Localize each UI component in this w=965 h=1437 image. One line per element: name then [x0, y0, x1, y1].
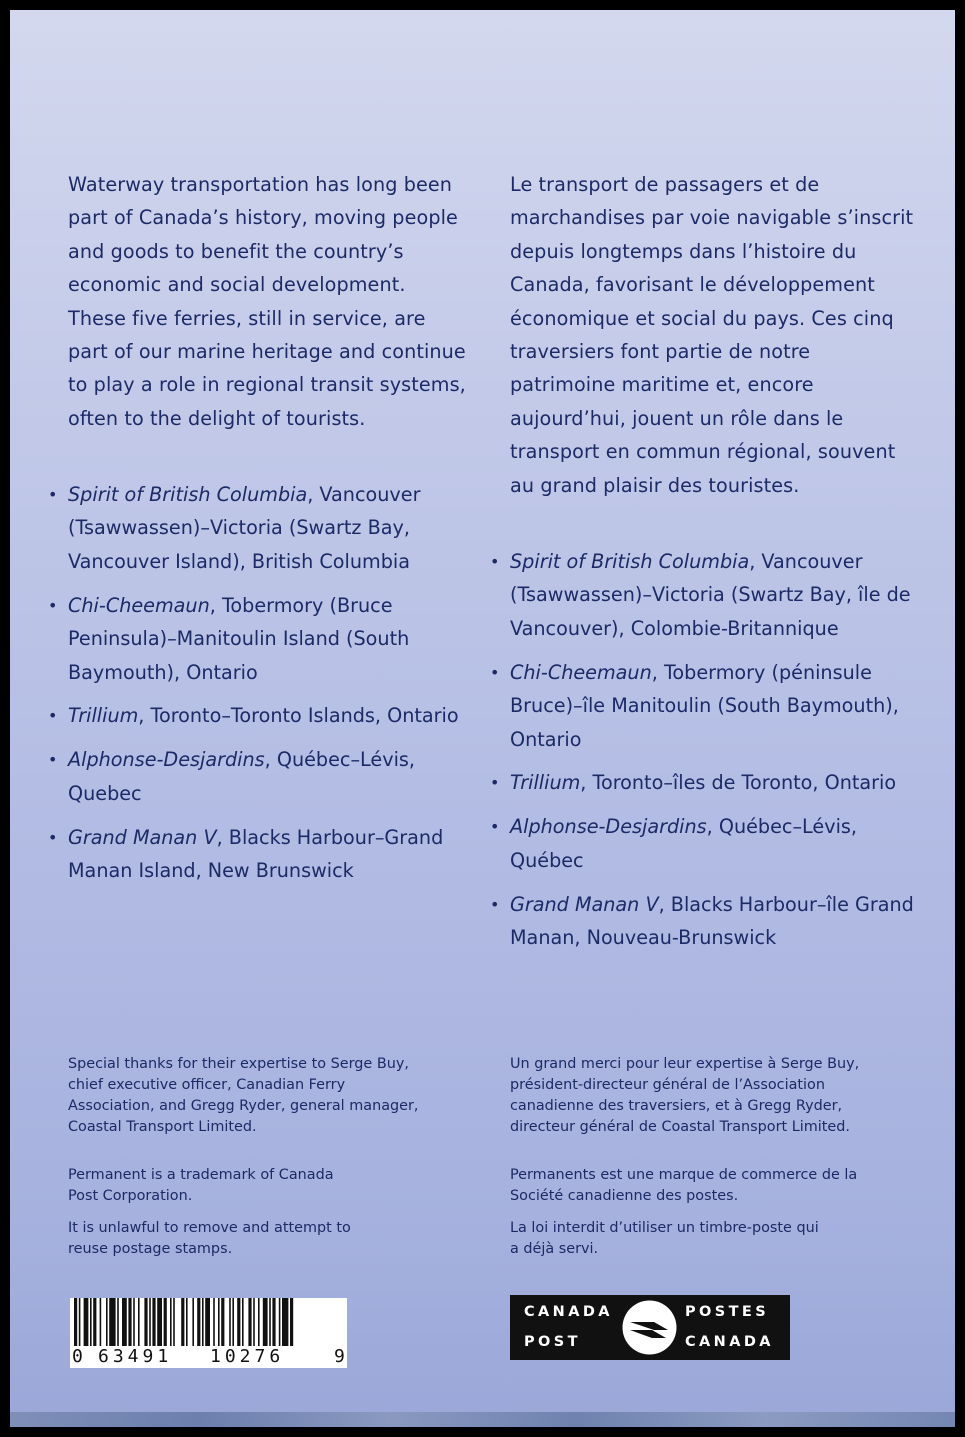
ferry-name: Grand Manan V	[510, 892, 659, 916]
french-ferry-list	[510, 545, 920, 965]
barcode-bar	[232, 1298, 234, 1346]
barcode-bar	[149, 1298, 151, 1346]
barcode-bar	[144, 1298, 147, 1346]
french-thanks: Un grand merci pour leur expertise à Serge Buy, président-directeur général de l’Association canadienne des traversiers, et à Gregg Ryder, directeur général de Coastal Transport Limited.	[510, 1056, 860, 1135]
barcode-bar	[122, 1298, 127, 1346]
logo-word-post: POST	[524, 1334, 581, 1350]
ferry-route: , Toronto–îles de Toronto, Ontario	[580, 771, 897, 795]
barcode-bar	[133, 1298, 135, 1346]
barcode-bar	[93, 1298, 96, 1346]
ferry-name: Spirit of British Columbia	[68, 483, 308, 506]
logo-word-postes: POSTES	[685, 1304, 770, 1320]
barcode-bar	[279, 1298, 281, 1346]
barcode-bar	[128, 1298, 131, 1346]
barcode-bar	[138, 1298, 140, 1346]
barcode-digits	[70, 1346, 347, 1368]
canada-post-logo	[510, 1295, 790, 1360]
french-trademark: Permanents est une marque de commerce de la Société canadienne des postes.	[510, 1167, 858, 1204]
barcode-bar	[269, 1298, 271, 1346]
barcode-bar	[197, 1298, 200, 1346]
ferry-route: , Tobermory (péninsule Bruce)–île Manitoulin (South Baymouth), Ontario	[510, 660, 899, 751]
list-item	[68, 821, 468, 888]
english-unlawful-notice: It is unlawful to remove and attempt to reuse postage stamps.	[68, 1220, 351, 1257]
english-intro: Waterway transportation has long been part of Canada’s history, moving people and goods to benefit the country’s economic and social development. These five ferries, still in service, are part of our marine heritage and continue to play a role in regional transit systems, often to the delight of tourists.	[68, 173, 466, 430]
barcode-bar	[181, 1298, 184, 1346]
barcode-digit-first: 0	[72, 1346, 83, 1367]
list-item	[510, 810, 920, 877]
barcode-bar	[221, 1298, 224, 1346]
ferry-name: Trillium	[68, 704, 139, 728]
barcode-bar	[84, 1298, 89, 1346]
barcode-bar	[186, 1298, 188, 1346]
logo-word-canada-left: CANADA	[524, 1304, 613, 1320]
ferry-name: Trillium	[510, 771, 581, 795]
barcode-bars	[70, 1298, 347, 1346]
list-item	[510, 888, 920, 955]
logo-word-canada-right: CANADA	[685, 1334, 774, 1350]
barcode-bar	[106, 1298, 108, 1346]
barcode-bar	[192, 1298, 194, 1346]
list-item	[510, 545, 920, 645]
ferry-route: , Vancouver (Tsawwassen)–Victoria (Swartz Bay, Vancouver Island), British Columbia	[68, 483, 421, 573]
barcode-bar	[242, 1298, 244, 1346]
ferry-name: Alphonse-Desjardins	[68, 748, 265, 772]
french-intro: Le transport de passagers et de marchandises par voie navigable s’inscrit depuis longtemps dans l’histoire du Canada, favorisant le développement économique et social du pays. Ces cinq traversiers font partie de notre patrimoine maritime et, encore aujourd’hui, jouent un rôle dans le transport en commun régional, souvent au grand plaisir des touristes.	[510, 173, 914, 497]
barcode-bar	[109, 1298, 115, 1346]
ferry-name: Chi-Cheemaun	[510, 660, 652, 684]
barcode-digit-last: 9	[334, 1346, 345, 1367]
ferry-route: , Blacks Harbour–Grand Manan Island, New Brunswick	[68, 825, 444, 883]
english-thanks: Special thanks for their expertise to Serge Buy, chief executive officer, Canadian Ferry Association, and Gregg Ryder, general manager, Coastal Transport Limited.	[68, 1056, 419, 1135]
list-item	[510, 766, 920, 799]
barcode-bar	[237, 1298, 240, 1346]
barcode-bar	[152, 1298, 155, 1346]
ferry-route: , Tobermory (Bruce Peninsula)–Manitoulin Island (South Baymouth), Ontario	[68, 593, 410, 684]
barcode-bar	[202, 1298, 204, 1346]
ferry-name: Alphonse-Desjardins	[510, 815, 707, 839]
barcode-bar	[164, 1298, 167, 1346]
barcode-bar	[90, 1298, 92, 1346]
list-item	[510, 656, 920, 756]
barcode-bar	[272, 1298, 275, 1346]
ferry-route: , Vancouver (Tsawwassen)–Victoria (Swartz Bay, île de Vancouver), Colombie-Britannique	[510, 550, 911, 640]
french-unlawful-notice: La loi interdit d’utiliser un timbre-poste qui a déjà servi.	[510, 1220, 819, 1257]
list-item	[68, 589, 468, 689]
barcode-bar	[205, 1298, 210, 1346]
barcode-bar	[229, 1298, 231, 1346]
list-item	[68, 743, 468, 810]
barcode-bar	[157, 1298, 162, 1346]
list-item	[68, 699, 468, 732]
barcode-bar	[218, 1298, 220, 1346]
barcode-bar	[213, 1298, 215, 1346]
ferry-route: , Toronto–Toronto Islands, Ontario	[138, 704, 459, 728]
ferry-route: , Québec–Lévis, Quebec	[68, 748, 415, 805]
english-trademark: Permanent is a trademark of Canada Post Corporation.	[68, 1167, 334, 1204]
barcode-bar	[170, 1298, 172, 1346]
barcode-bar	[100, 1298, 102, 1346]
barcode-bar	[74, 1298, 77, 1346]
barcode-bar	[117, 1298, 119, 1346]
ferry-name: Grand Manan V	[68, 825, 217, 849]
ferry-name: Chi-Cheemaun	[68, 593, 210, 617]
barcode-bar	[282, 1298, 288, 1346]
barcode-bar	[248, 1298, 251, 1346]
ferry-name: Spirit of British Columbia	[510, 550, 750, 573]
barcode-bar	[173, 1298, 175, 1346]
canada-post-eagle-icon	[622, 1300, 677, 1355]
upc-barcode	[70, 1298, 347, 1368]
barcode-bar	[253, 1298, 255, 1346]
barcode-bar	[263, 1298, 268, 1346]
ferry-route: , Blacks Harbour–île Grand Manan, Nouveau-Brunswick	[510, 892, 914, 950]
barcode-bar	[79, 1298, 81, 1346]
list-item	[68, 478, 468, 578]
barcode-bar	[290, 1298, 293, 1346]
ferry-route: , Québec–Lévis, Québec	[510, 815, 857, 872]
barcode-bar	[258, 1298, 260, 1346]
barcode-digit-group-2: 10276	[210, 1346, 285, 1367]
booklet-back-cover	[10, 10, 955, 1427]
english-ferry-list	[68, 478, 468, 898]
barcode-digit-group-1: 63491	[98, 1346, 173, 1367]
ferry-photo-strip	[10, 1412, 955, 1427]
